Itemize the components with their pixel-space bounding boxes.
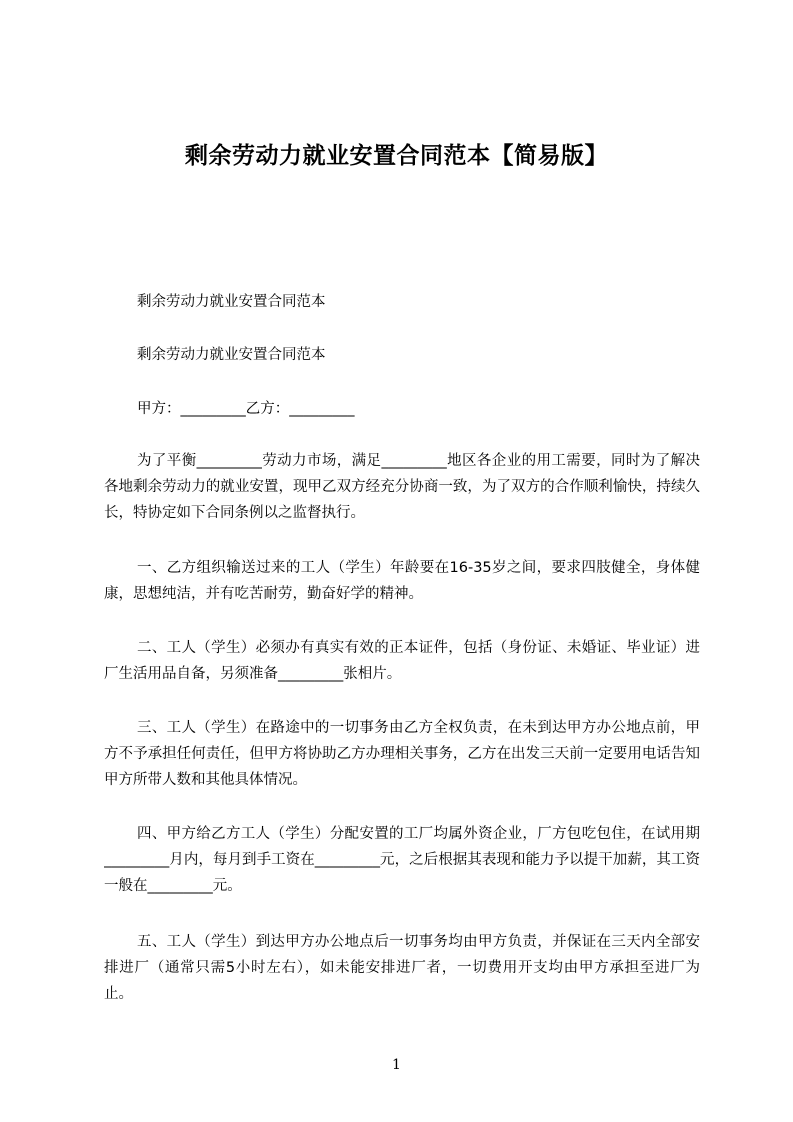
paragraph-preamble: 为了平衡_________劳动力市场，满足_________地区各企业的用工需要，同时为了解决各地剩余劳动力的就业安置，现甲乙双方经充分协商一致，为了双方的合作顺利愉快，持续久长，特协定如下合同条例以之监督执行。 [104, 453, 700, 521]
subtitle-line-2: 剩余劳动力就业安置合同范本 [137, 347, 326, 363]
paragraph-clause-3: 三、工人（学生）在路途中的一切事务由乙方全权负责，在未到达甲方办公地点前，甲方不予承担任何责任，但甲方将协助乙方办理相关事务，乙方在出发三天前一定要用电话告知甲方所带人数和其他具体情况。 [104, 720, 700, 788]
paragraph-clause-5: 五、工人（学生）到达甲方办公地点后一切事务均由甲方负责，并保证在三天内全部安排进厂（通常只需5小时左右），如未能安排进厂者，一切费用开支均由甲方承担至进厂为止。 [104, 934, 700, 1002]
parties-line: 甲方：_________乙方：_________ [137, 401, 355, 417]
document-title: 剩余劳动力就业安置合同范本【简易版】 [185, 143, 608, 169]
paragraph-clause-2: 二、工人（学生）必须办有真实有效的正本证件，包括（身份证、未婚证、毕业证）进厂生活用品自备，另须准备_________张相片。 [104, 640, 700, 682]
paragraph-clause-1: 一、乙方组织输送过来的工人（学生）年龄要在16-35岁之间，要求四肢健全，身体健康，思想纯洁，并有吃苦耐劳，勤奋好学的精神。 [104, 560, 700, 602]
paragraph-clause-4: 四、甲方给乙方工人（学生）分配安置的工厂均属外资企业，厂方包吃包住，在试用期_________月内，每月到手工资在_________元，之后根据其表现和能力予以提干加薪，其工资一般在_________元。 [104, 826, 700, 894]
page-number: 1 [392, 1057, 401, 1073]
subtitle-line-1: 剩余劳动力就业安置合同范本 [137, 294, 326, 310]
